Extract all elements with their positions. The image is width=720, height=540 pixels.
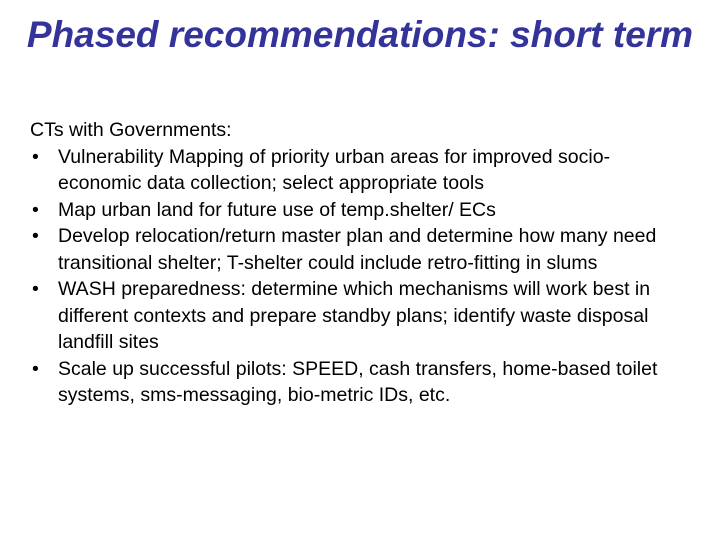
- bullet-icon: •: [32, 145, 39, 168]
- bullet-item-wash-preparedness: [30, 276, 690, 356]
- bullet-text: WASH preparedness: determine which mechanisms will work best in different contexts and prepare standby plans; identify waste disposal landfill sites: [58, 278, 651, 353]
- bullet-text: Develop relocation/return master plan and determine how many need transitional shelter; T-shelter could include retro-fitting in slums: [58, 225, 657, 274]
- bullet-text: Scale up successful pilots: SPEED, cash transfers, home-based toilet systems, sms-messaging, bio-metric IDs, etc.: [58, 357, 658, 406]
- bullet-item-relocation-plan: [30, 223, 690, 276]
- slide-title: Phased recommendations: short term: [26, 14, 694, 55]
- bullet-list: [30, 144, 690, 409]
- bullet-icon: •: [32, 198, 39, 221]
- bullet-item-scale-up-pilots: [30, 356, 690, 409]
- bullet-text: Vulnerability Mapping of priority urban areas for improved socio-economic data collection; select appropriate tools: [58, 145, 611, 194]
- slide-body: [30, 117, 690, 409]
- bullet-item-map-urban-land: [30, 197, 690, 224]
- bullet-item-vulnerability-mapping: [30, 144, 690, 197]
- bullet-icon: •: [32, 278, 39, 300]
- bullet-icon: •: [32, 357, 39, 380]
- bullet-icon: •: [32, 225, 39, 247]
- bullet-text: Map urban land for future use of temp.shelter/ ECs: [58, 198, 496, 221]
- intro-line: CTs with Governments:: [30, 119, 232, 141]
